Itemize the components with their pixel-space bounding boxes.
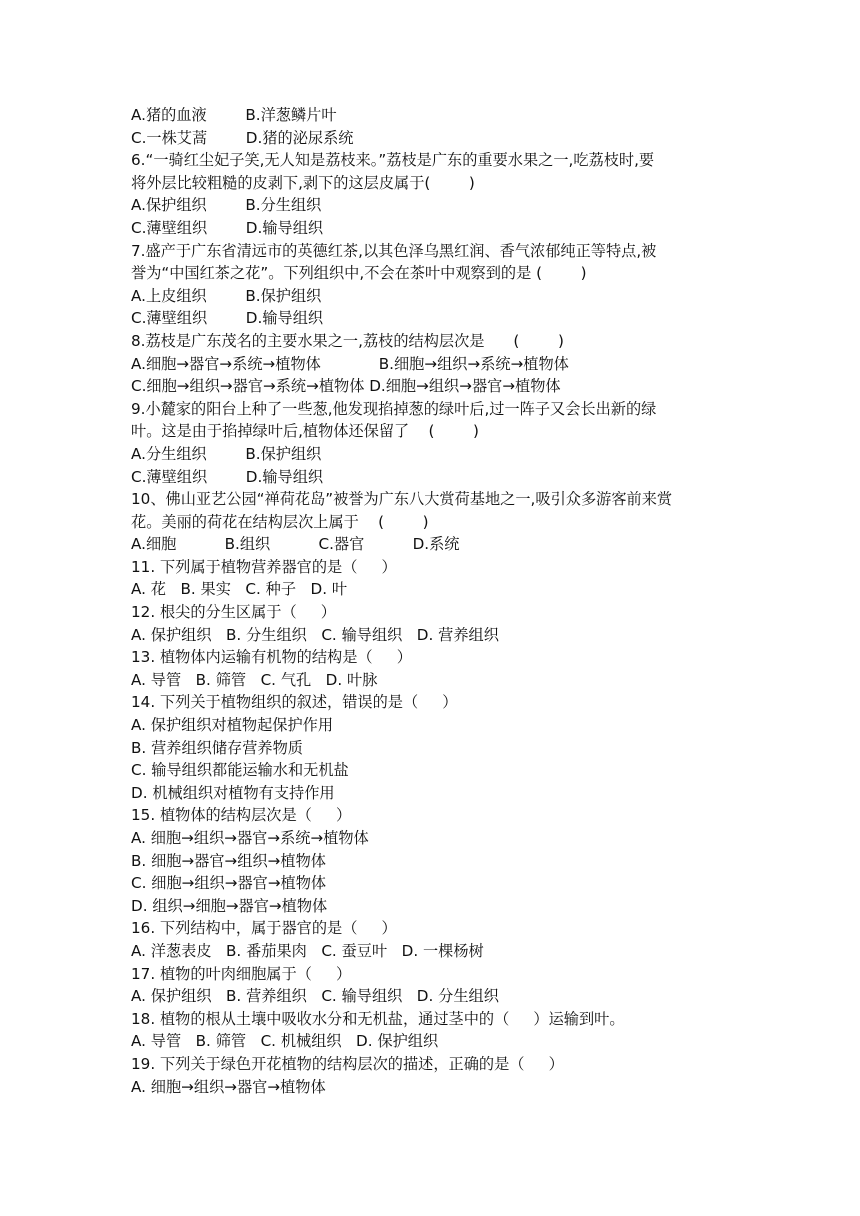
- text-line: 7.盛产于广东省清远市的英德红茶,以其色泽乌黑红润、香气浓郁纯正等特点,被: [131, 241, 657, 260]
- text-line: A.上皮组织 B.保护组织: [131, 286, 322, 305]
- text-line: A. 保护组织 B. 营养组织 C. 输导组织 D. 分生组织: [131, 987, 499, 1006]
- text-line: 10、佛山亚艺公园“禅荷花岛”被誉为广东八大赏荷基地之一,吸引众多游客前来赏: [131, 490, 673, 509]
- text-line: 17. 植物的叶肉细胞属于（ ）: [131, 964, 352, 983]
- text-line: 16. 下列结构中，属于器官的是（ ）: [131, 919, 397, 938]
- text-line: C. 细胞→组织→器官→植物体: [131, 874, 327, 893]
- text-line: 花。美丽的荷花在结构层次上属于 ( ): [131, 512, 429, 531]
- text-line: C.一株艾蒿 D.猪的泌尿系统: [131, 128, 354, 147]
- text-line: A.细胞→器官→系统→植物体 B.细胞→组织→系统→植物体: [131, 354, 569, 373]
- text-line: B. 细胞→器官→组织→植物体: [131, 851, 326, 870]
- text-line: A.保护组织 B.分生组织: [131, 196, 322, 215]
- text-line: 叶。这是由于掐掉绿叶后,植物体还保留了 ( ): [131, 422, 479, 441]
- text-line: A. 导管 B. 筛管 C. 气孔 D. 叶脉: [131, 670, 378, 689]
- text-line: C. 输导组织都能运输水和无机盐: [131, 761, 349, 780]
- text-line: A.分生组织 B.保护组织: [131, 444, 322, 463]
- text-line: 14. 下列关于植物组织的叙述，错误的是（ ）: [131, 693, 458, 712]
- text-line: A. 保护组织对植物起保护作用: [131, 716, 334, 735]
- text-line: 12. 根尖的分生区属于（ ）: [131, 603, 336, 622]
- text-line: C.细胞→组织→器官→系统→植物体 D.细胞→组织→器官→植物体: [131, 377, 561, 396]
- text-line: A.猪的血液 B.洋葱鳞片叶: [131, 106, 337, 124]
- text-line: 6.“一骑红尘妃子笑,无人知是荔枝来。”荔枝是广东的重要水果之一,吃荔枝时,要: [131, 151, 655, 170]
- document-page: [131, 104, 741, 1098]
- text-line: 19. 下列关于绿色开花植物的结构层次的描述，正确的是（ ）: [131, 1054, 564, 1073]
- text-line: 8.荔枝是广东茂名的主要水果之一,荔枝的结构层次是 ( ): [131, 331, 564, 350]
- text-line: C.薄壁组织 D.输导组织: [131, 467, 324, 486]
- text-line: A. 细胞→组织→器官→植物体: [131, 1077, 326, 1096]
- text-line: 13. 植物体内运输有机物的结构是（ ）: [131, 648, 412, 667]
- text-line: 11. 下列属于植物营养器官的是（ ）: [131, 557, 397, 576]
- text-line: 9.小麓家的阳台上种了一些葱,他发现掐掉葱的绿叶后,过一阵子又会长出新的绿: [131, 399, 657, 418]
- text-line: D. 机械组织对植物有支持作用: [131, 783, 335, 802]
- text-line: 将外层比较粗糙的皮剥下,剥下的这层皮属于( ): [131, 173, 475, 192]
- text-line: 誉为“中国红茶之花”。下列组织中,不会在茶叶中观察到的是 ( ): [131, 264, 587, 283]
- text-line: A. 细胞→组织→器官→系统→植物体: [131, 829, 369, 847]
- text-line: A. 保护组织 B. 分生组织 C. 输导组织 D. 营养组织: [131, 625, 499, 644]
- text-line: A. 花 B. 果实 C. 种子 D. 叶: [131, 580, 348, 599]
- text-line: A. 洋葱表皮 B. 番茄果肉 C. 蚕豆叶 D. 一棵杨树: [131, 941, 484, 960]
- text-line: B. 营养组织储存营养物质: [131, 738, 303, 757]
- text-line: D. 组织→细胞→器官→植物体: [131, 896, 328, 915]
- text-line: C.薄壁组织 D.输导组织: [131, 218, 324, 237]
- text-line: C.薄壁组织 D.输导组织: [131, 309, 324, 328]
- text-line: A. 导管 B. 筛管 C. 机械组织 D. 保护组织: [131, 1032, 439, 1051]
- text-line: 18. 植物的根从土壤中吸收水分和无机盐，通过茎中的（ ）运输到叶。: [131, 1009, 625, 1028]
- text-line: A.细胞 B.组织 C.器官 D.系统: [131, 535, 460, 554]
- text-line: 15. 植物体的结构层次是（ ）: [131, 806, 352, 825]
